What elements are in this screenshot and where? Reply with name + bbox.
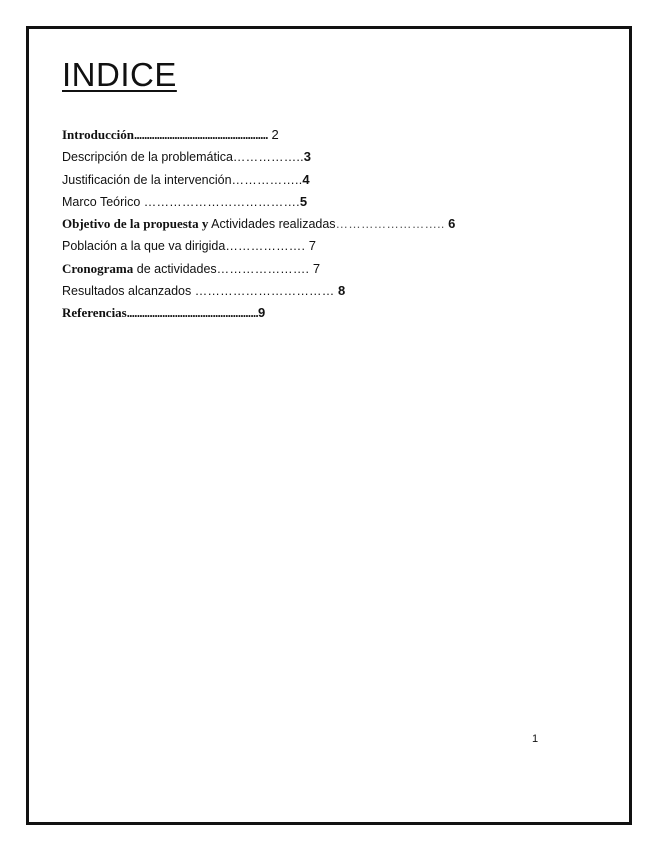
- toc-entry-objetivo[interactable]: [62, 213, 455, 235]
- table-of-contents: [62, 124, 455, 325]
- toc-page-number: 2: [267, 127, 279, 142]
- toc-leader-dots: ……………………………….: [143, 194, 300, 209]
- toc-label: Referencias: [62, 305, 127, 321]
- toc-leader-dots: ……………………………: [194, 284, 335, 299]
- toc-label: Actividades realizadas: [208, 217, 336, 232]
- toc-leader-dots: ....................................................: [126, 306, 259, 321]
- toc-label: Justificación de la intervención: [62, 172, 232, 187]
- toc-leader-dots: ……………………..: [335, 217, 445, 232]
- toc-page-number: 7: [305, 238, 317, 254]
- toc-page-number: 4: [302, 171, 310, 187]
- toc-leader-dots: .....................................................: [134, 128, 268, 142]
- toc-label: Introducción: [62, 127, 134, 142]
- toc-entry-justificacion[interactable]: [62, 169, 455, 191]
- toc-page-number: 9: [258, 305, 266, 321]
- toc-entry-marco-teorico[interactable]: [62, 191, 455, 213]
- toc-page-number: 6: [444, 216, 456, 232]
- toc-leader-dots: ………………….: [216, 261, 310, 276]
- toc-entry-referencias[interactable]: [62, 302, 455, 324]
- toc-label-bold: Objetivo de la propuesta y: [62, 216, 209, 232]
- page-number: 1: [532, 733, 539, 745]
- toc-page-number: 8: [334, 283, 346, 299]
- toc-label: Marco Teórico: [62, 194, 144, 209]
- toc-entry-poblacion[interactable]: [62, 235, 455, 257]
- toc-entry-descripcion[interactable]: [62, 146, 455, 168]
- toc-page-number: 5: [299, 193, 308, 209]
- page-title: INDICE: [62, 56, 177, 93]
- toc-leader-dots: ……………….: [225, 239, 306, 254]
- toc-leader-dots: ……………..: [232, 150, 304, 165]
- toc-entry-cronograma[interactable]: [62, 258, 455, 280]
- toc-leader-dots: ……………..: [231, 172, 303, 187]
- toc-page-number: 7: [309, 260, 321, 276]
- toc-page-number: 3: [303, 149, 312, 165]
- toc-entry-resultados[interactable]: [62, 280, 455, 302]
- toc-entry-introduccion[interactable]: [62, 124, 455, 146]
- toc-label: Población a la que va dirigida: [62, 239, 226, 254]
- toc-label: Descripción de la problemática: [62, 150, 233, 165]
- toc-label: de actividades: [133, 261, 217, 276]
- toc-label-bold: Cronograma: [62, 260, 134, 276]
- toc-label: Resultados alcanzados: [62, 284, 195, 299]
